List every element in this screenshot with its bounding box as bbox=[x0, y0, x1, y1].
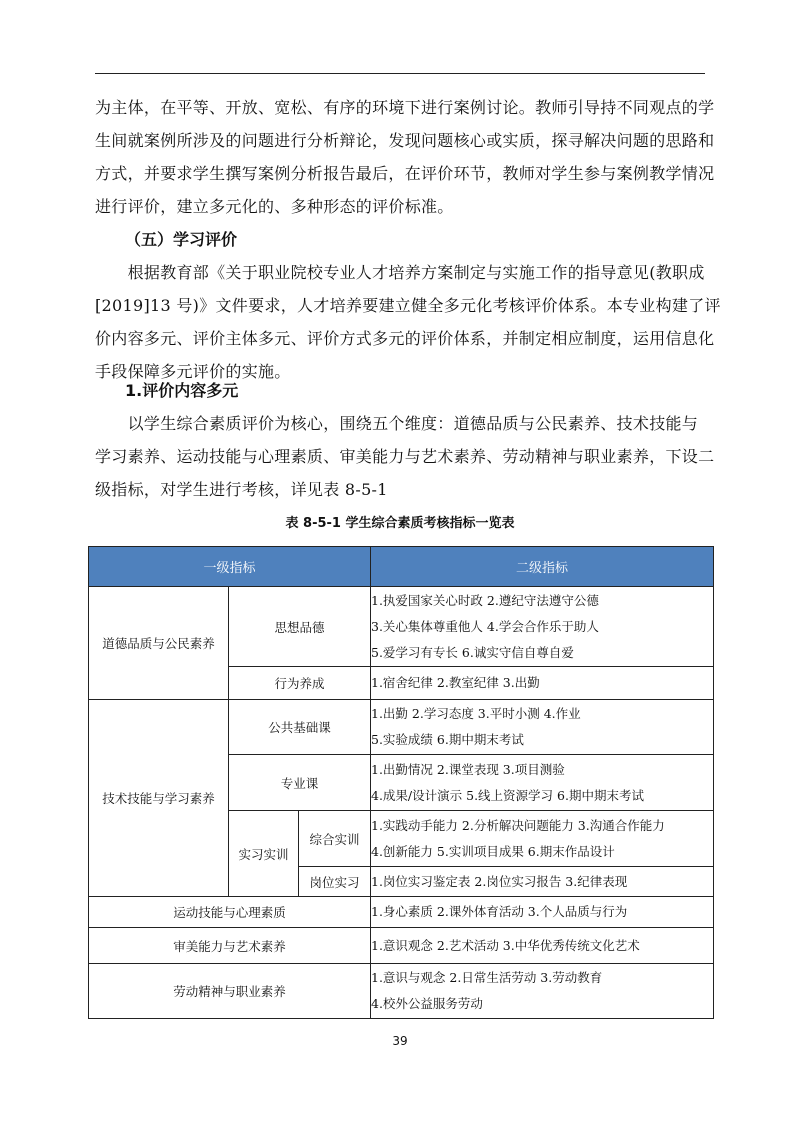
indicator-cell bbox=[371, 897, 714, 928]
text-line: 进行评价，建立多元化的、多种形态的评价标准。 bbox=[95, 197, 454, 216]
table-row bbox=[89, 897, 714, 928]
text-line: 为主体，在平等、开放、宽松、有序的环境下进行案例讨论。教师引导持不同观点的学 bbox=[95, 98, 715, 117]
indicator-line: 1.意识与观念 2.日常生活劳动 3.劳动教育 bbox=[371, 970, 603, 985]
text-line: 级指标，对学生进行考核，详见表 8-5-1 bbox=[95, 480, 388, 499]
text-line: 学习素养、运动技能与心理素质、审美能力与艺术素养、劳动精神与职业素养，下设二 bbox=[95, 447, 715, 466]
indicator-cell bbox=[371, 755, 714, 811]
indicator-cell bbox=[371, 928, 714, 964]
header-level1: 一级指标 bbox=[89, 547, 371, 587]
category-cell: 技术技能与学习素养 bbox=[89, 700, 229, 897]
subcategory-cell: 实习实训 bbox=[229, 811, 299, 897]
sub-subcategory-cell: 综合实训 bbox=[299, 811, 371, 867]
intro-paragraph bbox=[95, 91, 715, 223]
indicator-line: 1.宿舍纪律 2.教室纪律 3.出勤 bbox=[371, 675, 540, 690]
indicator-line: 4.校外公益服务劳动 bbox=[371, 996, 483, 1011]
indicator-cell bbox=[371, 587, 714, 667]
text-line: 方式，并要求学生撰写案例分析报告最后，在评价环节，教师对学生参与案例教学情况 bbox=[95, 164, 715, 183]
table-row bbox=[89, 587, 714, 667]
indicator-cell bbox=[371, 811, 714, 867]
subcategory-cell: 思想品德 bbox=[229, 587, 371, 667]
indicator-line: 1.实践动手能力 2.分析解决问题能力 3.沟通合作能力 bbox=[371, 817, 665, 833]
sub-heading: 1.评价内容多元 bbox=[125, 381, 239, 400]
category-cell: 道德品质与公民素养 bbox=[89, 587, 229, 700]
table-row bbox=[89, 964, 714, 1019]
text-line: 以学生综合素质评价为核心，围绕五个维度：道德品质与公民素养、技术技能与 bbox=[95, 414, 699, 433]
header-rule bbox=[95, 73, 705, 74]
subcategory-cell: 专业课 bbox=[229, 755, 371, 811]
category-cell: 劳动精神与职业素养 bbox=[89, 964, 371, 1019]
subcategory-cell: 公共基础课 bbox=[229, 700, 371, 755]
page-number: 39 bbox=[392, 1034, 408, 1048]
evaluation-table bbox=[88, 546, 714, 1019]
text-line: [2019]13 号)》文件要求，人才培养要建立健全多元化考核评价体系。本专业构建了评 bbox=[95, 296, 721, 315]
table-row bbox=[89, 928, 714, 964]
indicator-line: 1.出勤 2.学习态度 3.平时小测 4.作业 bbox=[371, 706, 581, 721]
table-header-row bbox=[89, 547, 714, 587]
indicator-line: 1.意识观念 2.艺术活动 3.中华优秀传统文化艺术 bbox=[371, 937, 640, 953]
indicator-cell bbox=[371, 700, 714, 755]
indicator-line: 1.出勤情况 2.课堂表现 3.项目测验 bbox=[371, 761, 565, 777]
table-caption: 表 8-5-1 学生综合素质考核指标一览表 bbox=[285, 516, 515, 531]
indicator-line: 5.实验成绩 6.期中期末考试 bbox=[371, 732, 524, 747]
text-line: 生间就案例所涉及的问题进行分析辩论，发现问题核心或实质，探寻解决问题的思路和 bbox=[95, 131, 715, 150]
section-heading: （五）学习评价 bbox=[125, 230, 238, 249]
indicator-line: 3.关心集体尊重他人 4.学会合作乐于助人 bbox=[371, 618, 599, 634]
indicator-cell bbox=[371, 867, 714, 897]
category-cell: 运动技能与心理素质 bbox=[89, 897, 371, 928]
indicator-line: 1.执爱国家关心时政 2.遵纪守法遵守公德 bbox=[371, 592, 599, 608]
indicator-line: 1.身心素质 2.课外体育活动 3.个人品质与行为 bbox=[371, 904, 628, 919]
header-level2: 二级指标 bbox=[371, 547, 714, 587]
subcategory-cell: 行为养成 bbox=[229, 667, 371, 700]
text-line: 价内容多元、评价主体多元、评价方式多元的评价体系，并制定相应制度，运用信息化 bbox=[95, 329, 715, 348]
section-paragraph bbox=[95, 256, 721, 388]
text-line: 手段保障多元评价的实施。 bbox=[95, 362, 291, 381]
sub-paragraph bbox=[95, 407, 715, 506]
indicator-line: 4.成果/设计演示 5.线上资源学习 6.期中期末考试 bbox=[371, 787, 644, 803]
indicator-line: 1.岗位实习鉴定表 2.岗位实习报告 3.纪律表现 bbox=[371, 873, 628, 889]
indicator-cell bbox=[371, 964, 714, 1019]
indicator-cell bbox=[371, 667, 714, 700]
text-line: 根据教育部《关于职业院校专业人才培养方案制定与实施工作的指导意见(教职成 bbox=[95, 263, 705, 282]
category-cell: 审美能力与艺术素养 bbox=[89, 928, 371, 964]
table-row bbox=[89, 700, 714, 755]
indicator-line: 5.爱学习有专长 6.诚实守信自尊自爱 bbox=[371, 644, 574, 660]
sub-subcategory-cell: 岗位实习 bbox=[299, 867, 371, 897]
indicator-line: 4.创新能力 5.实训项目成果 6.期末作品设计 bbox=[371, 843, 615, 859]
